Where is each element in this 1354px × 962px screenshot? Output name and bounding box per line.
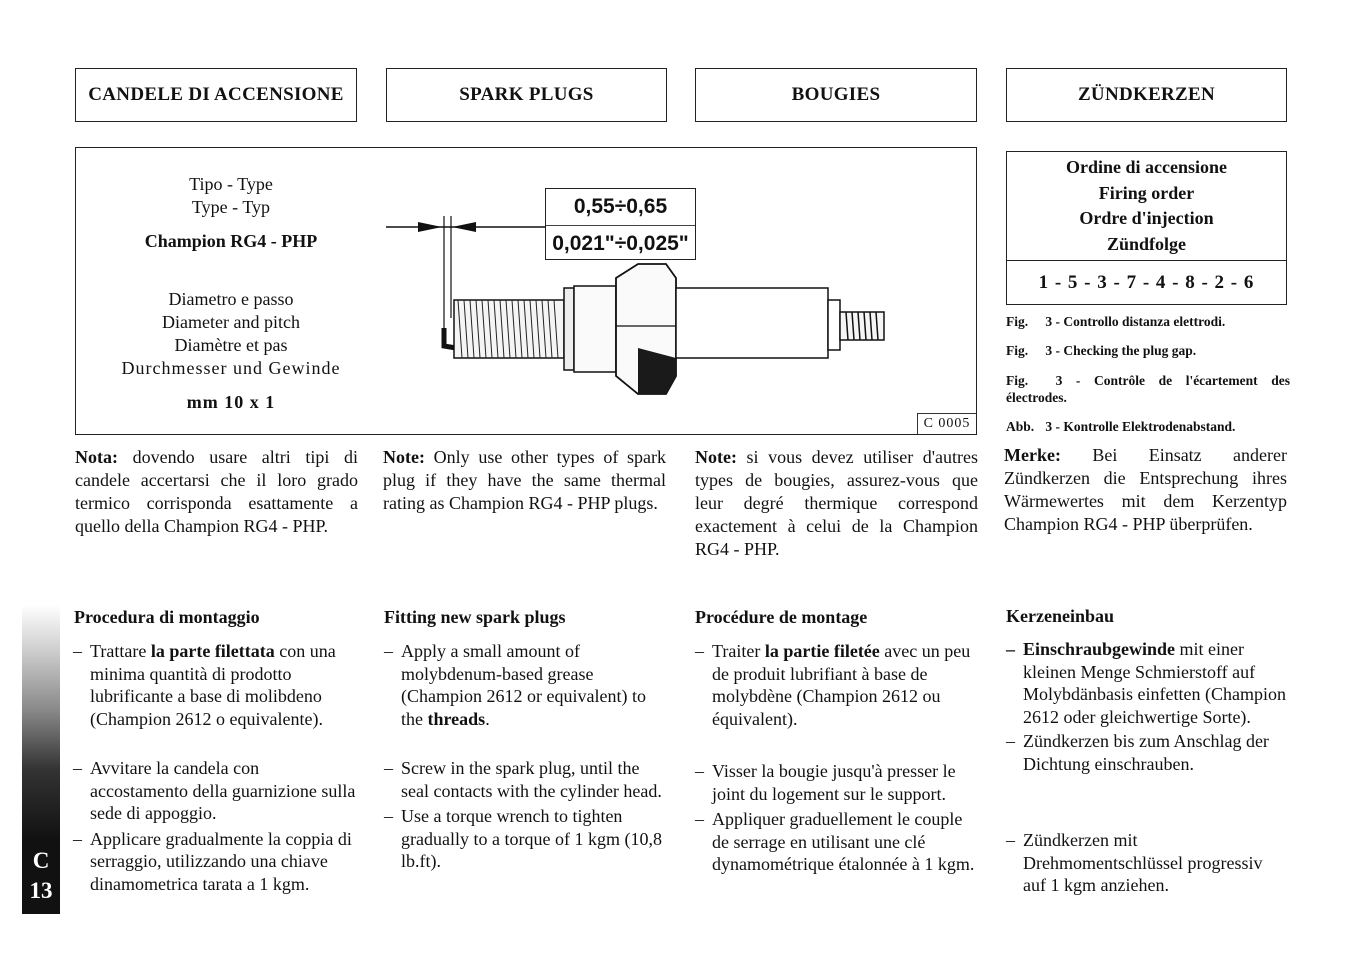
steps-en xyxy=(384,640,667,730)
plug-model: Champion RG4 - PHP xyxy=(144,231,318,251)
note-it: Nota: dovendo usare altri tipi di candele accertarsi che il loro grado termico corrisponda esattamente a quello della Champion RG4 - PHP. xyxy=(75,447,358,536)
step-de-3: – Zündkerzen mit Drehmomentschlüssel progressiv auf 1 kgm anziehen. xyxy=(1006,830,1263,896)
step-it-3: – Applicare gradualmente la coppia di serraggio, utilizzando una chiave dinamometrica tarata a 1 kgm. xyxy=(73,828,352,894)
steps-it-b xyxy=(73,757,356,896)
step-fr-2: – Visser la bougie jusqu'à presser le joint du logement sur le support. xyxy=(695,761,956,804)
step-fr-1: – Traiter la partie filetée avec un peu de produit lubrifiant à base de molybdène (Champion 2612 ou équivalent). xyxy=(695,641,971,729)
gap-inch: 0,021"÷0,025" xyxy=(552,232,689,255)
spark-plug-figure xyxy=(75,147,977,435)
type-label-1: Tipo - Type xyxy=(189,174,273,194)
gap-mm: 0,55÷0,65 xyxy=(546,189,695,226)
step-en-3: – Use a torque wrench to tighten gradually to a torque of 1 kgm (10,8 lb.ft). xyxy=(384,806,662,872)
steps-de xyxy=(1006,638,1289,776)
page-number: 13 xyxy=(29,878,53,903)
note-de: Merke: Bei Einsatz anderer Zündkerzen die Entsprechung ihres Wärmewertes mit dem Kerzentyp Champion RG4 - PHP überprüfen. xyxy=(1004,445,1287,534)
step-it-2: – Avvitare la candela con accostamento della guarnizione sulla sede di appoggio. xyxy=(73,758,356,824)
note-en: Note: Only use other types of spark plug if they have the same thermal rating as Champion RG4 - PHP plugs. xyxy=(383,447,666,513)
caption-de: Abb. 3 - Kontrolle Elektrodenabstand. xyxy=(1006,419,1236,434)
spark-plug-drawing xyxy=(376,208,896,398)
procedure-title-it: Procedura di montaggio xyxy=(74,607,260,627)
diameter-label-3: Diamètre et pas xyxy=(174,335,288,355)
procedure-title-en: Fitting new spark plugs xyxy=(384,607,566,627)
section-tab xyxy=(22,840,60,914)
caption-fr: Fig. 3 - Contrôle de l'écartement des électrodes. xyxy=(1006,373,1290,405)
type-label-2: Type - Typ xyxy=(191,197,271,217)
note-fr: Note: si vous devez utiliser d'autres types de bougies, assurez-vous que leur degré thermique correspond exactement à celui de la Champion RG4 - PHP. xyxy=(695,447,978,559)
step-en-1: – Apply a small amount of molybdenum-based grease (Champion 2612 or equivalent) to the threads. xyxy=(384,641,646,729)
steps-en-b xyxy=(384,757,667,873)
firing-order-box xyxy=(1006,151,1287,305)
step-fr-3: – Appliquer graduellement le couple de serrage en utilisant une clé dynamométrique étalonnée à 1 kgm. xyxy=(695,809,975,875)
steps-fr-b xyxy=(695,760,978,876)
firing-sequence: 1 - 5 - 3 - 7 - 4 - 8 - 2 - 6 xyxy=(1038,272,1255,293)
step-it-1: – Trattare la parte filettata con una minima quantità di prodotto lubrificante a base di molibdeno (Champion 2612 o equivalente). xyxy=(73,641,336,729)
step-de-1: – Einschraubgewinde mit einer kleinen Menge Schmierstoff auf Molybdänbasis einfetten (Champion 2612 oder gleichwertige Sorte). xyxy=(1006,639,1286,727)
steps-it xyxy=(73,640,356,730)
header-french: BOUGIES xyxy=(695,68,977,122)
diameter-value: mm 10 x 1 xyxy=(186,392,276,412)
header-english: SPARK PLUGS xyxy=(386,68,667,122)
firing-title-it: Ordine di accensione xyxy=(1066,157,1227,177)
procedure-title-fr: Procédure de montage xyxy=(695,607,868,627)
steps-de-b xyxy=(1006,829,1289,897)
diameter-label-2: Diameter and pitch xyxy=(162,312,300,332)
step-de-2: – Zündkerzen bis zum Anschlag der Dichtung einschrauben. xyxy=(1006,731,1269,774)
firing-title-fr: Ordre d'injection xyxy=(1079,208,1214,228)
caption-it: Fig. 3 - Controllo distanza elettrodi. xyxy=(1006,314,1226,329)
section-letter: C xyxy=(32,848,50,873)
diameter-labels xyxy=(76,288,386,380)
steps-fr xyxy=(695,640,978,730)
diameter-label-4: Durchmesser und Gewinde xyxy=(121,358,341,378)
section-tab-gradient xyxy=(22,605,60,840)
type-labels xyxy=(76,173,386,219)
procedure-title-de: Kerzeneinbau xyxy=(1006,606,1114,626)
header-italian: CANDELE DI ACCENSIONE xyxy=(75,68,357,122)
step-en-2: – Screw in the spark plug, until the seal contacts with the cylinder head. xyxy=(384,758,662,801)
figure-code: C 0005 xyxy=(917,413,976,434)
diameter-label-1: Diametro e passo xyxy=(168,289,294,309)
firing-title-de: Zündfolge xyxy=(1106,233,1187,254)
header-german: ZÜNDKERZEN xyxy=(1006,68,1287,122)
firing-title-en: Firing order xyxy=(1098,182,1195,203)
caption-en: Fig. 3 - Checking the plug gap. xyxy=(1006,343,1197,358)
